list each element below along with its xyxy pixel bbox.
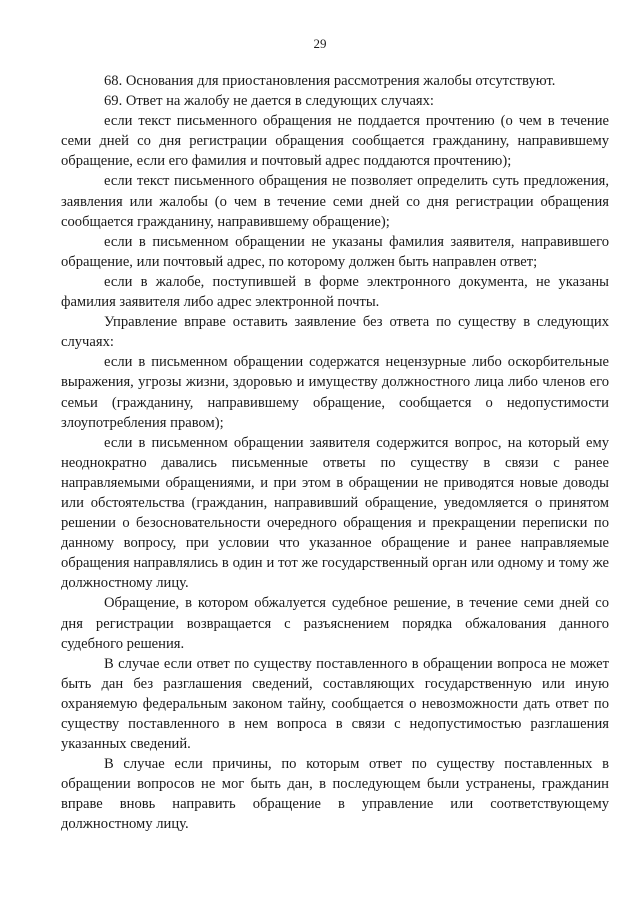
paragraph-court-decision: Обращение, в котором обжалуется судебное решение, в течение семи дней со дня регистрации возвращается с разъяснением порядка обжалования данного судебного решения.: [61, 595, 609, 652]
document-body: [61, 71, 609, 835]
paragraph-state-secret: В случае если ответ по существу поставленного в обращении вопроса не может быть дан без разглашения сведений, составляющих государственную или иную охраняемую федеральным законом тайну, сообщается о невозможности дать ответ по существу поставленного в нем вопроса в связи с недопустимостью разглашения указанных сведений.: [61, 655, 609, 753]
paragraph-reasons-eliminated: В случае если причины, по которым ответ по существу поставленных в обращении вопросов не мог быть дан, в последующем были устранены, гражданин вправе вновь направить обращение в управление или соответствующему должностному лицу.: [61, 756, 609, 833]
paragraph-unclear-essence: если текст письменного обращения не позволяет определить суть предложения, заявления или жалобы (о чем в течение семи дней со дня регистрации обращения сообщается гражданину, направившему обращение);: [61, 173, 609, 230]
paragraph-repeated-question: если в письменном обращении заявителя содержится вопрос, на который ему неоднократно давались письменные ответы по существу в связи с ранее направляемыми обращениями, и при этом в обращении не приводятся новые доводы или обстоятельства (гражданин, направивший обращение, уведомляется о принятом решении о безосновательности очередного обращения и прекращении переписки по данному вопросу, при условии что указанное обращение и ранее направляемые обращения направлялись в один и тот же государственный орган или одному и тому же должностному лицу.: [61, 434, 609, 592]
paragraph-missing-name-address: если в письменном обращении не указаны фамилия заявителя, направившего обращение, или почтовый адрес, по которому должен быть направлен ответ;: [61, 233, 609, 270]
paragraph-68-no-suspension-grounds: 68. Основания для приостановления рассмотрения жалобы отсутствуют.: [104, 73, 556, 89]
paragraph-obscene-expressions: если в письменном обращении содержатся нецензурные либо оскорбительные выражения, угрозы жизни, здоровью и имуществу должностного лица либо членов его семьи (гражданину, направившему обращение, сообщается о недопустимости злоупотребления правом);: [61, 354, 609, 431]
paragraph-unreadable-text: если текст письменного обращения не поддается прочтению (о чем в течение семи дней со дня регистрации обращения сообщается гражданину, направившему обращение, если его фамилия и почтовый адрес поддаются прочтению);: [61, 113, 609, 170]
paragraph-69-no-answer-cases: 69. Ответ на жалобу не дается в следующих случаях:: [104, 93, 434, 110]
paragraph-office-may-leave-unanswered: Управление вправе оставить заявление без ответа по существу в следующих случаях:: [61, 314, 609, 351]
page-number: 29: [313, 36, 327, 51]
paragraph-electronic-complaint: если в жалобе, поступившей в форме электронного документа, не указаны фамилия заявителя либо адрес электронной почты.: [61, 273, 609, 311]
